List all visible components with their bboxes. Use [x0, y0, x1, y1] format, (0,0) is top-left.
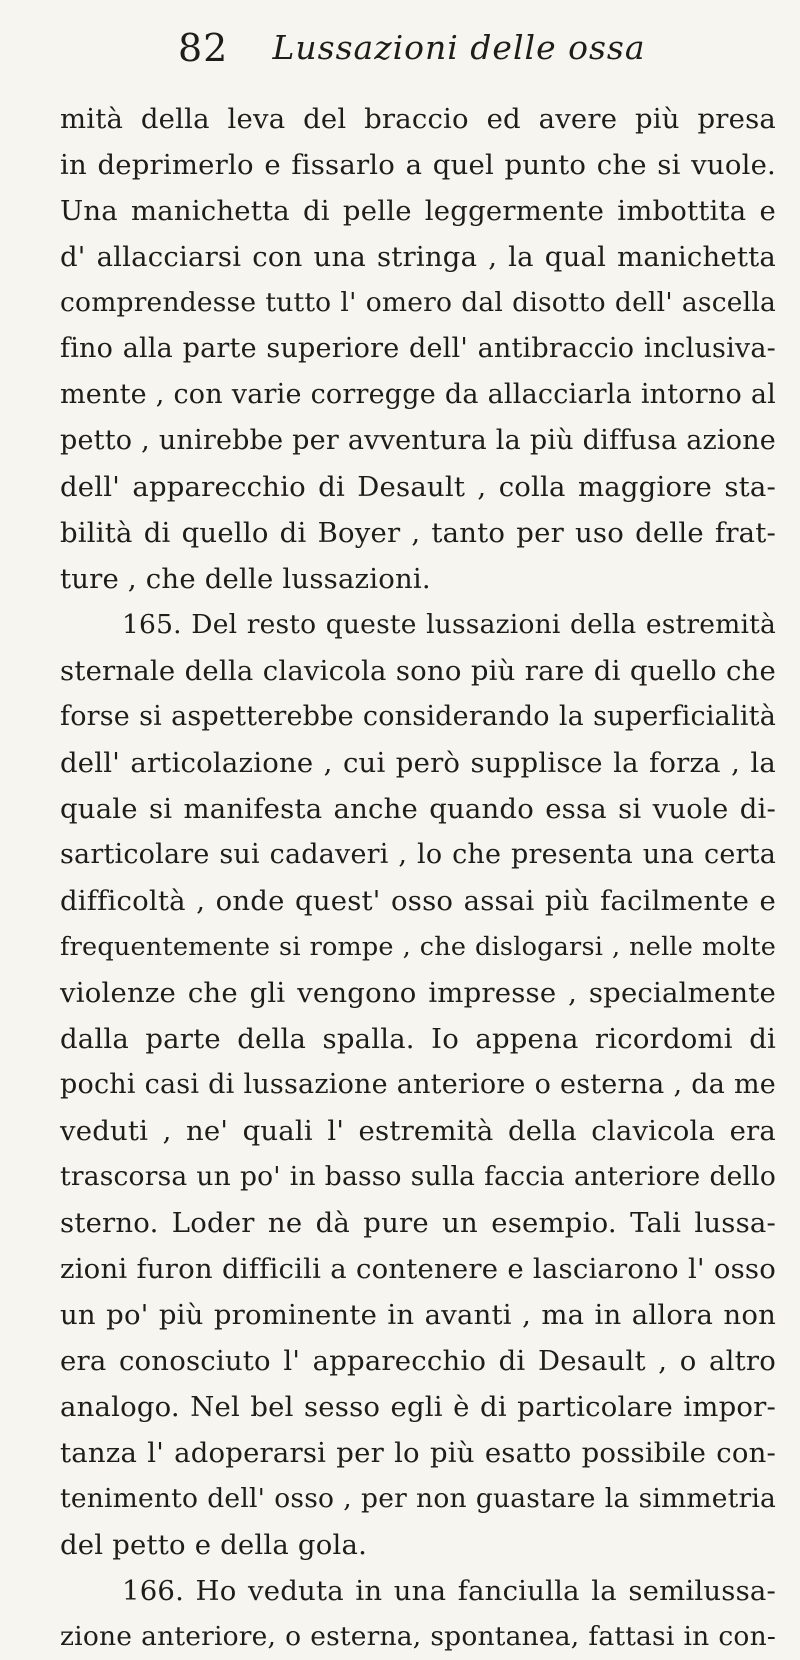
- text-line: 166. Ho veduta in una fanciulla la semilussa-: [122, 1575, 776, 1607]
- page-header: [178, 22, 740, 72]
- text-line: dell' apparecchio di Desault , colla maggiore sta-: [60, 471, 776, 503]
- body-text: [60, 96, 776, 1660]
- text-line: dalla parte della spalla. Io appena ricordomi di: [60, 1023, 776, 1055]
- text-line: zioni furon difficili a contenere e lasciarono l' osso: [60, 1253, 776, 1285]
- text-line: petto , unirebbe per avventura la più diffusa azione: [60, 425, 776, 456]
- text-line: pochi casi di lussazione anteriore o esterna , da me: [60, 1069, 776, 1100]
- text-line: mente , con varie corregge da allacciarla intorno al: [60, 379, 776, 410]
- text-line: analogo. Nel bel sesso egli è di particolare impor-: [60, 1391, 776, 1423]
- text-line: era conosciuto l' apparecchio di Desault , o altro: [60, 1345, 776, 1377]
- text-line: comprendesse tutto l' omero dal disotto dell' ascella: [60, 287, 776, 318]
- page-number: 82: [178, 26, 229, 70]
- text-line: trascorsa un po' in basso sulla faccia anteriore dello: [60, 1161, 776, 1192]
- text-line: forse si aspetterebbe considerando la superficialità: [60, 701, 776, 732]
- text-line: 165. Del resto queste lussazioni della estremità: [122, 609, 776, 640]
- text-line: sternale della clavicola sono più rare di quello che: [60, 655, 776, 687]
- text-line: in deprimerlo e fissarlo a quel punto che si vuole.: [60, 149, 776, 181]
- text-line: mità della leva del braccio ed avere più presa: [60, 103, 776, 135]
- text-line: tenimento dell' osso , per non guastare la simmetria: [60, 1483, 776, 1514]
- text-line: zione anteriore, o esterna, spontanea, fattasi in con-: [60, 1621, 776, 1652]
- text-line: d' allacciarsi con una stringa , la qual manichetta: [60, 241, 776, 273]
- text-line: veduti , ne' quali l' estremità della clavicola era: [60, 1115, 776, 1147]
- text-line: dell' articolazione , cui però supplisce la forza , la: [60, 747, 776, 779]
- text-line: tanza l' adoperarsi per lo più esatto possibile con-: [60, 1437, 776, 1469]
- text-line: bilità di quello di Boyer , tanto per uso delle frat-: [60, 517, 776, 549]
- text-line: sterno. Loder ne dà pure un esempio. Tali lussa-: [60, 1207, 776, 1239]
- text-line: un po' più prominente in avanti , ma in allora non: [60, 1299, 776, 1331]
- text-line: violenze che gli vengono impresse , specialmente: [60, 977, 776, 1009]
- running-title: Lussazioni delle ossa: [272, 28, 646, 67]
- text-line: fino alla parte superiore dell' antibraccio inclusiva-: [60, 333, 776, 364]
- text-line: difficoltà , onde quest' osso assai più facilmente e: [60, 885, 776, 917]
- text-line: del petto e della gola.: [60, 1529, 368, 1561]
- text-line: ture , che delle lussazioni.: [60, 563, 431, 595]
- text-line: frequentemente si rompe , che dislogarsi , nelle molte: [60, 932, 776, 962]
- text-line: Una manichetta di pelle leggermente imbottita e: [60, 195, 776, 227]
- text-line: sarticolare sui cadaveri , lo che presenta una certa: [60, 839, 776, 870]
- text-line: quale si manifesta anche quando essa si vuole di-: [60, 793, 776, 825]
